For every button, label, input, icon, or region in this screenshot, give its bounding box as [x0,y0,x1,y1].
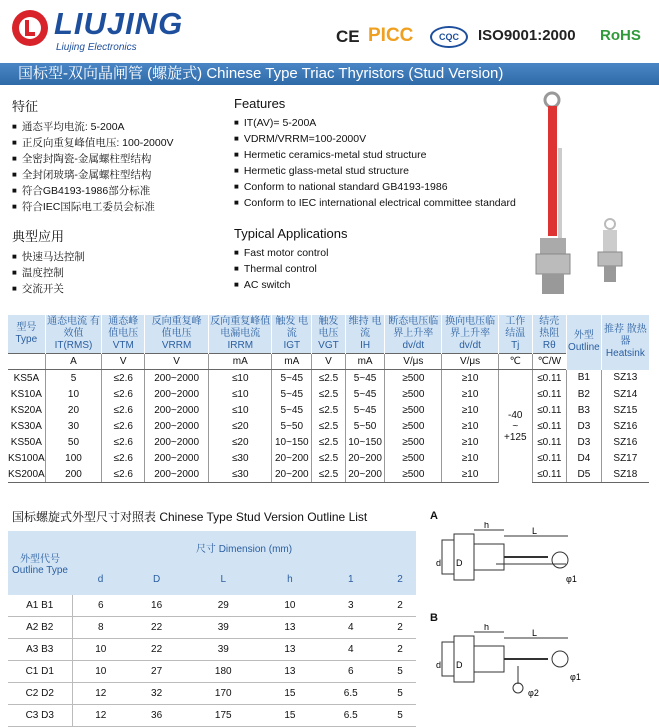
col-header: 换向电压临 界上升率 dv/dt [442,315,499,354]
table-cell: 200~2000 [145,386,209,402]
stud-hex [536,254,570,274]
list-item: ■ 快速马达控制 [12,249,85,265]
table-cell: 15 [262,705,317,727]
list-item: ■ Hermetic ceramics-metal stud structure [234,147,516,163]
table-cell: D4 [567,450,602,466]
dim-label-h: h [484,624,490,632]
dim-label-phi2: φ2 [528,688,539,698]
table-row [8,386,649,402]
table-cell: 30 [45,418,102,434]
table-cell: ≤2.6 [102,418,145,434]
dim-label-phi1: φ1 [570,672,581,682]
terminal-ring [552,651,568,667]
stud-cap [540,238,566,254]
unit: mA [209,354,272,370]
table-cell: D3 [567,434,602,450]
table-cell: 12 [72,683,129,705]
small-ring [605,219,615,229]
table-cell: ≥500 [385,450,442,466]
table-cell: ≤30 [209,450,272,466]
unit: mA [272,354,312,370]
col-header: 反向重复峰 值电压 VRRM [145,315,209,354]
table-cell: SZ13 [601,370,649,387]
table-cell: 5 [384,705,416,727]
table-cell: ≤2.5 [312,434,346,450]
table-cell: 39 [184,639,262,661]
col-header: 2 [384,563,416,595]
table-cell: ≥10 [442,402,499,418]
table-cell: ≤20 [209,418,272,434]
applications-cn-heading: 典型应用 [12,229,65,244]
table-cell: ≤2.6 [102,386,145,402]
table-cell: SZ18 [601,466,649,483]
table-row [8,434,649,450]
table-cell: 200~2000 [145,370,209,387]
table-cell: KS200A [8,466,45,483]
table-cell: KS10A [10,388,42,400]
table-cell: ≥10 [442,466,499,483]
table-cell: A3 B3 [8,639,72,661]
table-cell: 3 [317,595,384,617]
table-cell: 29 [184,595,262,617]
col-header: d [72,563,129,595]
list-item: ■ 通态平均电流: 5-200A [12,119,174,135]
table-cell: 200 [45,466,102,483]
table-cell: 5 [384,683,416,705]
dim-label-h: h [484,522,490,530]
table-cell: ≤10 [209,370,272,387]
table-cell: ≥10 [442,450,499,466]
table-row [8,661,416,683]
table-cell: 20 [45,402,102,418]
stud-thread [442,540,454,574]
table-cell: 10 [262,595,317,617]
table-cell: 4 [317,617,384,639]
table-cell: ≤2.6 [102,434,145,450]
table-row [8,402,649,418]
table-row [8,450,649,466]
col-header: L [184,563,262,595]
table-cell: ≥500 [385,466,442,483]
tj-value: -40 [508,409,523,421]
table-cell: ≤2.5 [312,370,346,387]
list-item: ■ 符合GB4193-1986部分标准 [12,183,174,199]
stud-hex [454,534,474,580]
brand-subtitle: Liujing Electronics [56,42,137,53]
list-item: ■ 正反向重复峰值电压: 100-2000V [12,135,174,151]
dim-label-D: D [456,558,463,568]
table-row [8,683,416,705]
unit: V/μs [385,354,442,370]
list-item: ■ Conform to national standard GB4193-1986 [234,179,516,195]
page-title: 国标型-双向晶闸管 (螺旋式) Chinese Type Triac Thyristors (Stud Version) [0,63,659,85]
tj-value: +125 [503,431,527,443]
dim-label-l: L [532,628,538,638]
stud-hex [454,636,474,682]
red-lead [548,106,557,236]
table-cell: 13 [262,617,317,639]
outline-dim-header: 尺寸 Dimension (mm) [72,531,416,563]
col-header: 外型 Outline [567,315,602,370]
table-cell: KS20A [10,404,42,416]
table-cell: C1 D1 [8,661,72,683]
table-cell: 5~45 [272,370,312,387]
table-cell: ≥10 [442,434,499,450]
iso-mark: ISO9001:2000 [478,27,576,44]
table-cell: D3 [567,418,602,434]
table-cell: ≤0.11 [532,402,567,418]
table-cell: 5~45 [272,402,312,418]
table-cell: SZ16 [601,434,649,450]
table-cell: ≤2.5 [312,386,346,402]
unit: ℃ [498,354,532,370]
applications-en-heading: Typical Applications [234,226,348,241]
table-cell: ≥500 [385,434,442,450]
list-item: ■ 全封闭玻璃-金属螺柱型结构 [12,167,174,183]
rohs-mark: RoHS [600,27,641,44]
ce-mark: CE [336,27,360,46]
table-cell: 100 [45,450,102,466]
unit: V [102,354,145,370]
col-header: 反向重复峰值 电漏电流 IRRM [209,315,272,354]
table-cell: 50 [45,434,102,450]
dim-label-d: d [436,660,442,670]
small-hex [598,252,622,266]
table-cell: 32 [129,683,184,705]
table-cell: 16 [129,595,184,617]
table-cell: 200~2000 [145,466,209,483]
dim-label-l: L [532,526,538,536]
table-cell: 170 [184,683,262,705]
list-item: ■ Hermetic glass-metal stud structure [234,163,516,179]
table-cell: ≥500 [385,386,442,402]
table-cell: 5~45 [345,386,385,402]
outline-drawing-a [436,522,646,604]
table-cell: D5 [567,466,602,483]
unit: V/μs [442,354,499,370]
list-item: ■ IT(AV)= 5-200A [234,115,516,131]
terminal-ring [552,552,568,568]
table-cell: ≤0.11 [532,418,567,434]
table-cell: A2 B2 [8,617,72,639]
table-cell: ≤30 [209,466,272,483]
units-row [8,354,649,370]
table-cell: 175 [184,705,262,727]
table-cell: 5~50 [345,418,385,434]
stud-thread [542,274,564,294]
drawing-a-label: A [430,510,438,522]
brand-name: LIUJING [54,6,184,41]
spec-table [8,315,649,483]
features-cn [12,96,174,215]
table-cell: 36 [129,705,184,727]
table-cell: ≥500 [385,418,442,434]
table-cell: KS50A [10,436,42,448]
table-cell: 20~200 [345,450,385,466]
table-cell: 200~2000 [145,434,209,450]
table-cell: B1 [567,370,602,387]
table-cell: ≤10 [209,402,272,418]
table-cell: 200~2000 [145,402,209,418]
col-header: 推荐 散热器 Heatsink [601,315,649,370]
table-row [8,639,416,661]
unit: V [312,354,346,370]
tj-value: ~ [512,420,519,432]
table-cell: ≤10 [209,386,272,402]
col-header: 通态电流 有效值 IT(RMS) [45,315,102,354]
table-cell: 6.5 [317,705,384,727]
table-cell: 10~150 [272,434,312,450]
table-cell: ≤2.6 [102,466,145,483]
list-item: ■ 温度控制 [12,265,85,281]
table-cell: ≥10 [442,386,499,402]
outline-table [8,531,416,727]
table-row [8,705,416,727]
table-cell: 6 [72,595,129,617]
table-cell: ≤20 [209,434,272,450]
table-cell: ≥500 [385,402,442,418]
table-cell: ≤0.11 [532,466,567,483]
table-cell: C2 D2 [8,683,72,705]
table-cell: ≤0.11 [532,434,567,450]
table-cell: ≤2.6 [102,402,145,418]
gate-ring [513,683,523,693]
applications-en [234,226,347,293]
list-item: ■ AC switch [234,277,347,293]
logo-icon [12,10,48,46]
table-row [8,595,416,617]
features-en [234,96,516,211]
small-thread [604,266,616,282]
table-cell: 20~200 [345,466,385,483]
table-cell: 13 [262,639,317,661]
table-cell: 200~2000 [145,450,209,466]
unit: V [145,354,209,370]
unit: mA [345,354,385,370]
list-item: ■ Fast motor control [234,245,347,261]
list-item: ■ 符合IEC国际电工委员会标准 [12,199,174,215]
outline-title: 国标螺旋式外型尺寸对照表 Chinese Type Stud Version Outline List [12,510,368,524]
stud-body [474,544,504,570]
table-cell: 5~45 [345,402,385,418]
table-cell: SZ15 [601,402,649,418]
table-cell: SZ17 [601,450,649,466]
table-row [8,418,649,434]
table-cell: 8 [72,617,129,639]
table-row [8,617,416,639]
table-cell: 5 [45,370,102,387]
table-cell: 10 [72,639,129,661]
table-cell: 10~150 [345,434,385,450]
table-cell: ≤0.11 [532,450,567,466]
table-cell: 5~50 [272,418,312,434]
drawing-b-label: B [430,612,438,624]
table-cell: SZ14 [601,386,649,402]
table-cell: 10 [45,386,102,402]
table-row [8,370,649,387]
table-cell: KS100A [8,452,45,464]
unit: A [45,354,102,370]
table-cell: 5~45 [345,370,385,387]
picc-mark: PICC [368,25,414,46]
stud-thread [442,642,454,676]
col-header: 维持 电流 IH [345,315,385,354]
table-cell: 200~2000 [145,418,209,434]
table-cell: 6 [317,661,384,683]
table-cell: 180 [184,661,262,683]
spec-header-row [8,315,649,354]
table-cell: 27 [129,661,184,683]
dim-label-phi1: φ1 [566,574,577,584]
terminal-ring [545,93,559,107]
white-lead [558,148,562,238]
col-header: 结壳 热阻 Rθ [532,315,567,354]
col-header: 1 [317,563,384,595]
table-cell: 2 [384,595,416,617]
col-header: 工作 结温 Tj [498,315,532,354]
features-en-heading: Features [234,96,286,111]
table-cell: 39 [184,617,262,639]
table-cell: ≥10 [442,370,499,387]
list-item: ■ VDRM/VRRM=100-2000V [234,131,516,147]
col-header: 断态电压临 界上升率 dv/dt [385,315,442,354]
col-header: h [262,563,317,595]
table-cell: ≤0.11 [532,386,567,402]
dim-label-d: d [436,558,442,568]
table-cell: 22 [129,617,184,639]
header [0,0,659,58]
table-cell: ≤2.6 [102,450,145,466]
table-cell: ≤2.5 [312,466,346,483]
table-cell: 2 [384,617,416,639]
outline-code-header: 外型代号 Outline Type [8,531,72,595]
table-cell: C3 D3 [8,705,72,727]
applications-cn [12,226,85,297]
col-header: D [129,563,184,595]
table-cell: 22 [129,639,184,661]
cqc-mark: CQC [430,26,468,48]
col-header: 触发 电压 VGT [312,315,346,354]
table-cell: ≤2.6 [102,370,145,387]
table-cell: 5~45 [272,386,312,402]
col-header: 型号 Type [8,315,45,354]
list-item: ■ 交流开关 [12,281,85,297]
table-cell: 6.5 [317,683,384,705]
tj-cell [498,370,532,483]
table-cell: 2 [384,639,416,661]
table-cell: B3 [567,402,602,418]
list-item: ■ Conform to IEC international electrical committee standard [234,195,516,211]
small-body [603,230,617,252]
col-header: 通态峰 值电压 VTM [102,315,145,354]
table-cell: 4 [317,639,384,661]
table-cell: A1 B1 [8,595,72,617]
table-cell: ≤2.5 [312,450,346,466]
table-cell: SZ16 [601,418,649,434]
product-photo [500,88,650,308]
stud-body [474,646,504,672]
table-cell: 15 [262,683,317,705]
dim-label-D: D [456,660,463,670]
col-header: 触发 电流 IGT [272,315,312,354]
table-cell: 20~200 [272,466,312,483]
unit: ℃/W [532,354,567,370]
outline-drawing-b [436,624,646,704]
table-cell: B2 [567,386,602,402]
table-cell: ≥10 [442,418,499,434]
table-cell: 12 [72,705,129,727]
table-cell: 13 [262,661,317,683]
table-cell: 10 [72,661,129,683]
table-cell: 20~200 [272,450,312,466]
table-cell: KS5A [13,372,40,384]
table-cell: ≤0.11 [532,370,567,387]
list-item: ■ 全密封陶瓷-金属螺柱型结构 [12,151,174,167]
list-item: ■ Thermal control [234,261,347,277]
table-row [8,466,649,483]
table-cell: KS30A [10,420,42,432]
table-cell: ≤2.5 [312,402,346,418]
table-cell: ≥500 [385,370,442,387]
table-cell: 5 [384,661,416,683]
table-cell: ≤2.5 [312,418,346,434]
features-cn-heading: 特征 [12,99,39,114]
